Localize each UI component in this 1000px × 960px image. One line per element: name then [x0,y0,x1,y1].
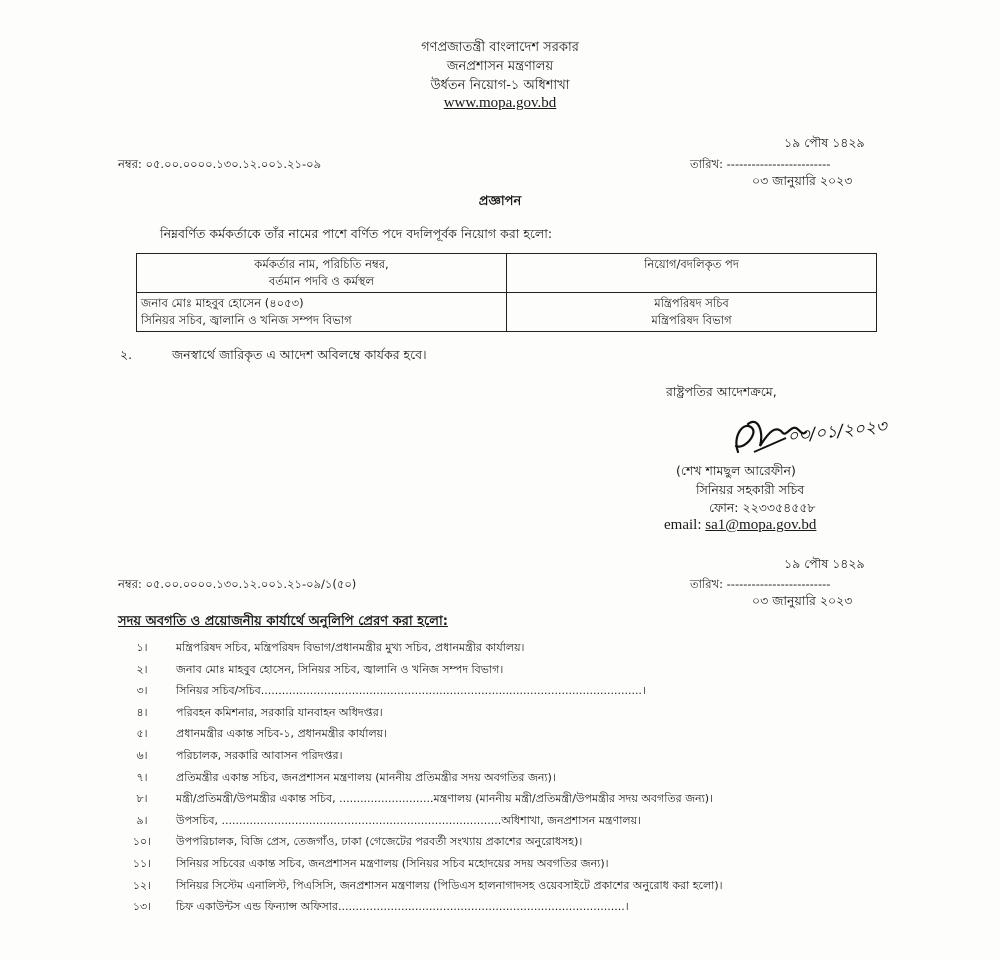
notification-intro: নিম্নবর্ণিত কর্মকর্তাকে তাঁর নামের পাশে বর্ণিত পদে বদলিপূর্বক নিয়োগ করা হলো: [160,226,553,241]
list-item-number: ১২। [132,879,152,892]
list-item: জনাব মোঃ মাহবুব হোসেন, সিনিয়র সচিব, জ্বালানি ও খনিজ সম্পদ বিভাগ। [176,663,504,676]
signatory-email-line [664,517,816,534]
list-item-number: ৪। [136,706,148,719]
list-item-number: ৯। [136,814,148,827]
email-link[interactable]: sa1@mopa.gov.bd [705,517,817,533]
memo2-date-bangla: ১৯ পৌষ ১৪২৯ [784,556,865,571]
list-item-number: ১১। [132,857,152,870]
handwritten-signature [730,402,930,468]
list-item-number: ১। [136,641,148,654]
table-header-row [137,254,877,293]
list-item: উপপরিচালক, বিজি প্রেস, তেজগাঁও, ঢাকা (গেজেটের পরবর্তী সংখ্যায় প্রকাশের অনুরোধসহ)। [176,835,583,848]
svg-text:০৩/০১/২০২৩: ০৩/০১/২০২৩ [786,416,888,447]
memo1-date-label: তারিখ: ------------------------- [690,157,831,171]
table-cell-post: মন্ত্রিপরিষদ সচিব মন্ত্রিপরিষদ বিভাগ [507,293,877,332]
table-row [137,293,877,332]
memo2-date-label: তারিখ: ------------------------- [690,577,831,591]
email-label: email: [664,517,706,533]
ministry-name: জনপ্রশাসন মন্ত্রণালয় [446,59,554,74]
list-item: মন্ত্রী/প্রতিমন্ত্রী/উপমন্ত্রীর একান্ত সচিব, ...........................মন্ত্রণালয় (মাননীয় মন্ত্রী/প্রতিমন্ত্রী/উপমন্ত্রীর সদয় অবগতির জন্য)। [176,792,714,805]
list-item-number: ৫। [136,727,148,740]
website-link[interactable]: www.mopa.gov.bd [443,95,557,111]
table-cell-officer: জনাব মোঃ মাহবুব হোসেন (৪০৫৩) সিনিয়র সচিব, জ্বালানি ও খনিজ সম্পদ বিভাগ [137,293,507,332]
list-item: প্রধানমন্ত্রীর একান্ত সচিব-১, প্রধানমন্ত্রীর কার্যালয়। [176,727,388,740]
memo1-date-english: ০৩ জানুয়ারি ২০২৩ [752,173,853,188]
memo1-number: নম্বর: ০৫.০০.০০০০.১৩০.১২.০০১.২১-০৯ [118,157,322,171]
list-item: উপসচিব, ................................................................................অধিশাখা, জনপ্রশাসন মন্ত্রণালয়। [176,814,642,827]
signatory-name: (শেখ শামছুল আরেফীন) [676,463,796,478]
govt-name: গণপ্রজাতন্ত্রী বাংলাদেশ সরকার [421,40,579,55]
list-item-number: ৬। [136,749,148,762]
list-item-number: ১৩। [132,900,152,913]
signatory-designation: সিনিয়র সহকারী সচিব [696,482,805,497]
list-item: সিনিয়র সচিবের একান্ত সচিব, জনপ্রশাসন মন্ত্রণালয় (সিনিয়র সচিব মহোদয়ের সদয় অবগতির জন্য)। [176,857,609,870]
list-item: চিফ একাউন্টস এন্ড ফিন্যান্স অফিসার..................................................................................। [176,900,629,913]
list-item: প্রতিমন্ত্রীর একান্ত সচিব, জনপ্রশাসন মন্ত্রণালয় (মাননীয় প্রতিমন্ত্রীর সদয় অবগতির জন্য)। [176,771,556,784]
memo2-number: নম্বর: ০৫.০০.০০০০.১৩০.১২.০০১.২১-০৯/১(৫০) [118,577,357,591]
list-item: মন্ত্রিপরিষদ সচিব, মন্ত্রিপরিষদ বিভাগ/প্রধানমন্ত্রীর মুখ্য সচিব, প্রধানমন্ত্রীর কার্যালয়। [176,641,525,654]
para2-number: ২. [120,347,133,362]
list-item-number: ৮। [136,792,148,805]
table-header-post: নিয়োগ/বদলিকৃত পদ [507,254,877,293]
memo2-date-english: ০৩ জানুয়ারি ২০২৩ [752,593,853,608]
copy-heading: সদয় অবগতি ও প্রয়োজনীয় কার্যার্থে অনুলিপি প্রেরণ করা হলো: [118,614,448,629]
branch-name: উর্ধতন নিয়োগ-১ অধিশাখা [430,78,570,93]
signatory-phone: ফোন: ২২৩৩৫৪৫৫৮ [709,500,816,515]
list-item: সিনিয়র সিস্টেম এনালিস্ট, পিএসিসি, জনপ্রশাসন মন্ত্রণালয় (পিডিএস হালনাগাদসহ ওয়েবসাইটে প্রকাশের অনুরোধ করা হলো)। [176,879,723,892]
para2-text: জনস্বার্থে জারিকৃত এ আদেশ অবিলম্বে কার্যকর হবে। [172,347,427,362]
table-header-officer: কর্মকর্তার নাম, পরিচিতি নম্বর, বর্তমান পদবি ও কর্মস্থল [137,254,507,293]
appointment-table [136,253,877,332]
list-item: পরিচালক, সরকারি আবাসন পরিদপ্তর। [176,749,343,762]
list-item-number: ২। [136,663,148,676]
notification-title: প্রজ্ঞাপন [478,194,522,209]
list-item: সিনিয়র সচিব/সচিব.............................................................................................................। [176,684,646,697]
by-order-text: রাষ্ট্রপতির আদেশক্রমে, [666,384,777,399]
list-item-number: ৭। [136,771,148,784]
list-item: পরিবহন কমিশনার, সরকারি যানবাহন অধিদপ্তর। [176,706,383,719]
list-item-number: ৩। [136,684,148,697]
memo1-date-bangla: ১৯ পৌষ ১৪২৯ [784,135,865,150]
list-item-number: ১০। [132,835,152,848]
